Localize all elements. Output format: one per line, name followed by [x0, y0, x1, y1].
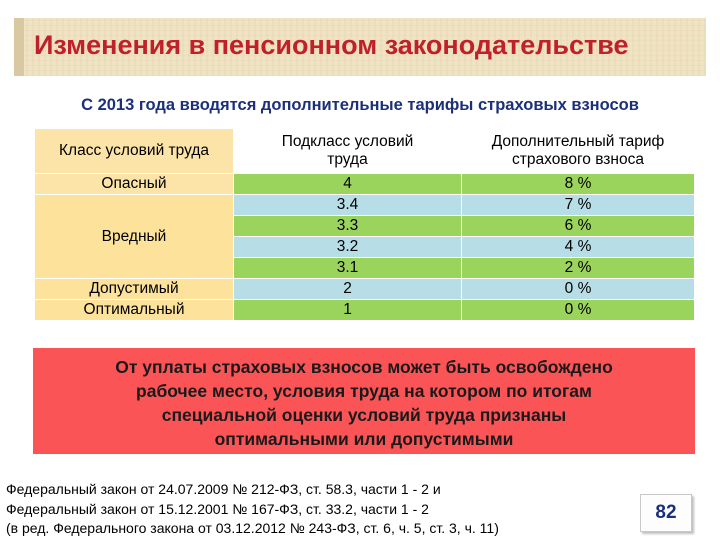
class-cell-optimal: Оптимальный [35, 300, 234, 321]
notice-line: рабочее место, условия труда на котором по итогам [136, 381, 592, 401]
subclass-cell: 3.2 [234, 237, 462, 258]
rate-cell: 2 % [462, 258, 695, 279]
class-cell-acceptable: Допустимый [35, 279, 234, 300]
header-subclass-line2: труда [327, 151, 368, 168]
rate-cell: 4 % [462, 237, 695, 258]
footnote-line: Федеральный закон от 24.07.2009 № 212-ФЗ, ст. 58.3, части 1 - 2 и [6, 481, 441, 497]
notice-line: От уплаты страховых взносов может быть освобождено [115, 357, 613, 377]
header-class: Класс условий труда [35, 129, 234, 174]
header-subclass [234, 129, 462, 174]
rate-cell: 8 % [462, 174, 695, 195]
rate-cell: 7 % [462, 195, 695, 216]
subclass-cell: 3.1 [234, 258, 462, 279]
exemption-notice [33, 348, 695, 454]
page-title: Изменения в пенсионном законодательстве [34, 30, 629, 60]
table-header-row [35, 129, 695, 174]
page-number: 82 [640, 494, 692, 532]
subclass-cell: 3.4 [234, 195, 462, 216]
header-subclass-line1: Подкласс условий [281, 133, 414, 151]
title-accent-bar [14, 18, 24, 76]
rate-cell: 6 % [462, 216, 695, 237]
legal-footnote [6, 480, 499, 539]
notice-line: специальной оценки условий труда признаны [161, 405, 567, 425]
table-row [35, 174, 695, 195]
table-row [35, 300, 695, 321]
footnote-line: (в ред. Федерального закона от 03.12.2012 № 243-ФЗ, ст. 6, ч. 5, ст. 3, ч. 11) [6, 520, 499, 536]
title-banner [14, 18, 706, 76]
header-rate-line1: Дополнительный тариф [491, 133, 665, 151]
notice-line: оптимальными или допустимыми [214, 429, 514, 449]
footnote-line: Федеральный закон от 15.12.2001 № 167-ФЗ, ст. 33.2, части 1 - 2 [6, 500, 429, 517]
header-rate [462, 129, 695, 174]
rate-cell: 0 % [462, 300, 695, 321]
header-rate-line2: страхового взноса [512, 151, 644, 168]
subclass-cell: 1 [234, 300, 462, 321]
subclass-cell: 2 [234, 279, 462, 300]
class-cell-harmful: Вредный [35, 195, 234, 279]
tariff-table [34, 128, 695, 321]
subclass-cell: 4 [234, 174, 462, 195]
rate-cell: 0 % [462, 279, 695, 300]
class-cell-dangerous: Опасный [35, 174, 234, 195]
table-row [35, 195, 695, 216]
table-row [35, 279, 695, 300]
page-subtitle: С 2013 года вводятся дополнительные тарифы страховых взносов [81, 96, 639, 114]
subclass-cell: 3.3 [234, 216, 462, 237]
